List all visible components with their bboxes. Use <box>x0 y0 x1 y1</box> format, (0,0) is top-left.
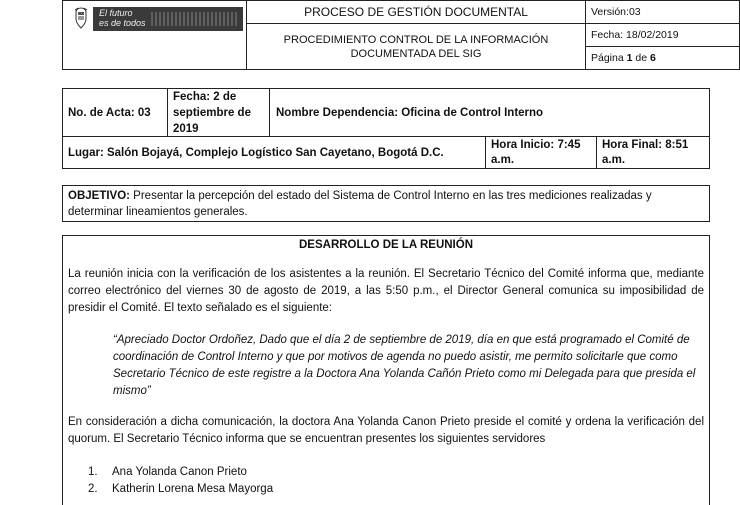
list-item-number: 1. <box>88 466 98 478</box>
page-mid: de <box>632 52 650 64</box>
acta-number-cell <box>62 88 168 137</box>
director-quote: “Apreciado Doctor Ordoñez, Dado que el día 2 de septiembre de 2019, día en que está programado el Comité de coordinación de Control Interno y que por motivos de agenda no puedo asistir, me permito solicitarle que como Secretario Técnico de este registre a la Doctora Ana Yolanda Cañón Prieto como mi Delegada para que presida el mismo” <box>113 334 696 397</box>
start-time: Hora Inicio: 7:45 a.m. <box>491 138 581 166</box>
procedure-title-cell <box>246 23 586 70</box>
development-paragraph-2: En consideración a dicha comunicación, la doctora Ana Yolanda Canon Prieto preside el comité y ordena la verificación del quorum. El Secretario Técnico informa que se encuentran presentes los siguientes servidores <box>68 416 704 445</box>
objective-label: OBJETIVO: <box>68 190 130 202</box>
page-cell <box>585 46 740 70</box>
attendees-list <box>88 464 488 498</box>
list-item-name: Ana Yolanda Canon Prieto <box>112 466 247 478</box>
version-cell <box>585 0 740 24</box>
acta-date-cell <box>167 88 270 137</box>
objective-text: Presentar la percepción del estado del Sistema de Control Interno en las tres mediciones realizadas y determinar lineamientos generales. <box>68 190 652 218</box>
procedure-title: PROCEDIMIENTO CONTROL DE LA INFORMACIÓN DOCUMENTADA DEL SIG <box>283 33 549 60</box>
brand-logo-line2: es de todos <box>99 18 146 28</box>
dependency-name: Nombre Dependencia: Oficina de Control Interno <box>276 106 544 119</box>
colombia-coat-of-arms-icon <box>73 7 89 29</box>
development-paragraph-1: La reunión inicia con la verificación de los asistentes a la reunión. El Secretario Técnico del Comité informa que, mediante correo electrónico del viernes 30 de agosto de 2019, a las 5:50 p.m., el Director General comunica su imposibilidad de presidir el Comité. El texto señalado es el siguiente: <box>68 268 704 314</box>
place-cell <box>62 136 486 169</box>
start-time-cell <box>485 136 597 169</box>
list-item-name: Katherin Lorena Mesa Mayorga <box>112 483 274 495</box>
dependency-cell <box>269 88 710 137</box>
doc-date: Fecha: 18/02/2019 <box>591 29 679 41</box>
end-time: Hora Final: 8:51 a.m. <box>602 138 689 166</box>
list-item <box>88 481 488 498</box>
page-prefix: Página <box>591 52 627 64</box>
process-title: PROCESO DE GESTIÓN DOCUMENTAL <box>304 5 528 19</box>
doc-date-cell <box>585 23 740 47</box>
version-label: Versión:03 <box>591 6 641 18</box>
development-title: DESARROLLO DE LA REUNIÓN <box>299 239 473 251</box>
page-number: 1 <box>626 52 633 64</box>
brand-logo-pattern <box>151 12 237 26</box>
brand-logo-line1: El futuro <box>99 8 133 18</box>
objective-box <box>62 185 710 222</box>
process-title-cell <box>246 0 586 24</box>
list-item <box>88 464 488 481</box>
brand-logo <box>93 7 243 31</box>
list-item-number: 2. <box>88 483 98 495</box>
meeting-place: Lugar: Salón Bojayá, Complejo Logístico San Cayetano, Bogotá D.C. <box>68 146 444 159</box>
acta-number: No. de Acta: 03 <box>68 106 151 119</box>
page-total: 6 <box>649 52 656 64</box>
header-logo-cell <box>62 0 247 70</box>
end-time-cell <box>596 136 710 169</box>
acta-date: Fecha: 2 de septiembre de 2019 <box>173 90 251 135</box>
